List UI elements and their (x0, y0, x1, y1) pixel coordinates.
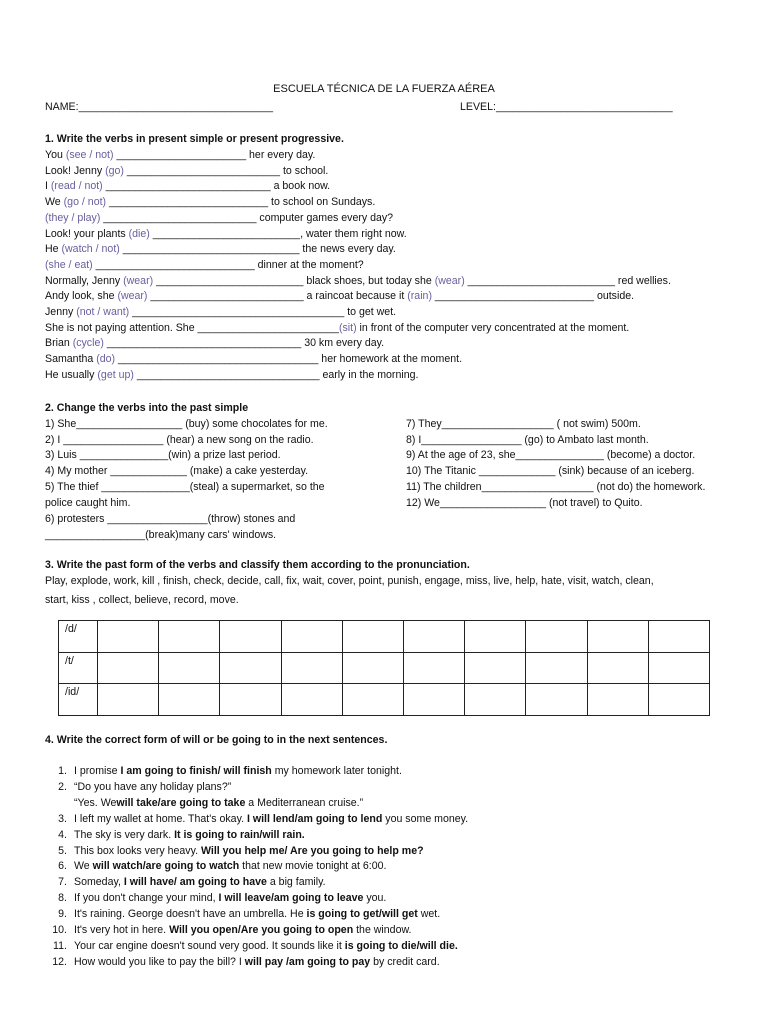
past-simple-item[interactable]: 10) The Titanic _____________ (sink) because of an iceberg. (406, 465, 695, 477)
section1-title: 1. Write the verbs in present simple or present progressive. (45, 133, 344, 145)
answer-cell[interactable] (220, 684, 281, 716)
answer-cell[interactable] (281, 621, 342, 653)
answer-option[interactable]: will pay /am going to pay (244, 955, 371, 968)
answer-cell[interactable] (648, 652, 709, 684)
sentence-item (45, 859, 386, 873)
item-number: 8. (58, 892, 67, 905)
exercise-line (45, 321, 629, 335)
answer-cell[interactable] (281, 652, 342, 684)
name-line (45, 100, 273, 114)
sentence-item (45, 812, 468, 826)
answer-cell[interactable] (465, 621, 526, 653)
answer-cell[interactable] (587, 652, 648, 684)
answer-option[interactable]: I will have/ am going to have (123, 876, 267, 889)
answer-cell[interactable] (281, 684, 342, 716)
sentence-text: by credit card. (370, 955, 440, 968)
sentence-text[interactable]: He (45, 243, 62, 256)
exercise-line (45, 242, 396, 256)
sentence-text: Your car engine doesn't sound very good. It sounds like it (74, 939, 345, 952)
answer-cell[interactable] (403, 684, 464, 716)
answer-option[interactable]: It is going to rain/will rain. (174, 828, 305, 841)
past-simple-item[interactable]: 6) protesters _________________(throw) stones and (45, 513, 296, 525)
sentence-text[interactable]: in front of the computer very concentrated at the moment. (356, 321, 630, 334)
sentence-text[interactable]: __________________________ to school. (123, 164, 329, 177)
answer-option[interactable]: I will lend/am going to lend (246, 812, 383, 825)
answer-cell[interactable] (159, 684, 220, 716)
verb-hint: (die) (128, 227, 150, 240)
past-simple-item[interactable]: 2) I _________________ (hear) a new song on the radio. (45, 434, 314, 446)
answer-cell[interactable] (403, 652, 464, 684)
answer-cell[interactable] (98, 652, 159, 684)
answer-cell[interactable] (98, 684, 159, 716)
verb-hint: (sit) (338, 321, 357, 334)
item-number: 11. (53, 939, 67, 952)
sentence-text: It's very hot in here. (74, 924, 170, 936)
answer-cell[interactable] (98, 621, 159, 653)
answer-cell[interactable] (342, 652, 403, 684)
answer-option[interactable]: will watch/are going to watch (92, 860, 240, 873)
sound-label: /d/ (59, 621, 98, 653)
sentence-text: How would you like to pay the bill? I (74, 955, 245, 968)
sentence-item (45, 875, 326, 889)
answer-option[interactable]: I will leave/am going to leave (218, 892, 364, 905)
answer-cell[interactable] (587, 684, 648, 716)
exercise-line (45, 289, 634, 303)
verb-hint: (get up) (97, 368, 134, 381)
verb-hint: (do) (96, 353, 116, 366)
past-simple-item[interactable]: 11) The children___________________ (not do) the homework. (406, 481, 706, 493)
answer-cell[interactable] (526, 684, 587, 716)
sentence-text: “Yes. We (74, 796, 117, 809)
verb-hint: (read / not) (50, 180, 103, 193)
past-simple-item[interactable]: 12) We__________________ (not travel) to Quito. (406, 497, 643, 509)
sentence-text: We (74, 860, 93, 873)
item-number: 7. (58, 876, 67, 889)
verb-hint: (they / play) (45, 211, 101, 224)
level-line (460, 100, 673, 114)
sentence-text[interactable]: You (45, 149, 66, 161)
verb-list-line2: start, kiss , collect, believe, record, move. (45, 594, 239, 606)
sentence-text[interactable]: _________________________ black shoes, but today she (153, 274, 435, 287)
sentence-text[interactable]: She is not paying attention. She ________________________ (45, 321, 339, 334)
sentence-text: wet. (417, 908, 441, 921)
section3-title: 3. Write the past form of the verbs and classify them according to the pronunciation. (45, 559, 470, 571)
exercise-line (45, 352, 462, 366)
past-simple-item[interactable]: police caught him. (45, 497, 131, 509)
sentence-item (45, 796, 363, 810)
past-simple-item[interactable]: 9) At the age of 23, she_______________ (become) a doctor. (406, 449, 696, 461)
sentence-text[interactable]: I (45, 180, 51, 193)
sentence-text: Someday, (74, 876, 124, 889)
verb-list-line1: Play, explode, work, kill , finish, check, decide, call, fix, wait, cover, point, punish, engage, miss, live, help, hate, visit, watch, clean, (45, 575, 654, 587)
sentence-text: a Mediterranean cruise.” (245, 796, 364, 809)
sound-label: /id/ (59, 684, 98, 716)
sentence-text[interactable]: ____________________________________ to get wet. (129, 306, 397, 318)
sentence-text[interactable]: We (45, 196, 64, 209)
item-number: 12. (52, 955, 67, 968)
past-simple-item[interactable]: 1) She__________________ (buy) some chocolates for me. (45, 418, 328, 430)
answer-option[interactable]: will take/are going to take (116, 796, 246, 809)
past-simple-item[interactable]: 7) They___________________ ( not swim) 500m. (406, 418, 641, 430)
verb-hint: (wear) (117, 290, 148, 303)
sentence-text: you some money. (382, 812, 469, 825)
exercise-line (45, 305, 396, 319)
exercise-line (45, 227, 407, 241)
sentence-text[interactable]: __________________________ a raincoat because it (147, 290, 408, 303)
answer-cell[interactable] (587, 621, 648, 653)
answer-cell[interactable] (220, 652, 281, 684)
sentence-text: It's raining. George doesn't have an umbrella. He (74, 908, 307, 921)
exercise-line (45, 211, 393, 225)
exercise-line (45, 368, 418, 382)
sentence-text: “Do you have any holiday plans?” (74, 780, 232, 793)
sentence-item (45, 923, 411, 937)
sentence-text[interactable]: He usually (45, 368, 98, 381)
answer-option[interactable]: Will you help me/ Are you going to help me? (200, 844, 424, 857)
verb-hint: (she / eat) (45, 258, 93, 271)
sentence-text[interactable]: ______________________ her every day. (113, 149, 316, 161)
item-number: 1. (58, 765, 67, 777)
sentence-text[interactable]: __________________________ computer games every day? (100, 211, 394, 224)
sentence-text: my homework later tonight. (271, 765, 402, 777)
past-simple-item[interactable]: _________________(break)many cars' windows. (45, 529, 277, 541)
verb-hint: (rain) (407, 290, 432, 303)
section4-title: 4. Write the correct form of will or be going to in the next sentences. (45, 734, 388, 746)
answer-cell[interactable] (159, 621, 220, 653)
item-number: 9. (58, 908, 67, 921)
sentence-text[interactable]: ___________________________ dinner at the moment? (92, 258, 364, 271)
answer-option[interactable]: Will you open/Are you going to open (169, 924, 354, 936)
exercise-line (45, 336, 384, 350)
sentence-text[interactable]: ___________________________ outside. (431, 290, 635, 303)
past-simple-item[interactable]: 5) The thief _______________(steal) a supermarket, so the (45, 481, 325, 493)
name-blank[interactable]: _________________________________ (78, 101, 273, 113)
pronunciation-table (58, 620, 710, 716)
answer-cell[interactable] (342, 621, 403, 653)
sentence-text[interactable]: Andy look, she (45, 290, 118, 303)
answer-option[interactable]: is going to die/will die. (344, 939, 458, 952)
sentence-text[interactable]: Jenny (45, 306, 77, 318)
level-blank[interactable]: ______________________________ (495, 101, 673, 113)
verb-hint: (go / not) (63, 196, 107, 209)
answer-cell[interactable] (220, 621, 281, 653)
school-title: ESCUELA TÉCNICA DE LA FUERZA AÉREA (273, 83, 495, 95)
sentence-text: that new movie tonight at 6:00. (239, 860, 387, 873)
answer-cell[interactable] (648, 684, 709, 716)
answer-cell[interactable] (465, 684, 526, 716)
exercise-line (45, 164, 328, 178)
answer-cell[interactable] (465, 652, 526, 684)
sentence-item (45, 780, 231, 794)
level-label: LEVEL: (460, 101, 496, 113)
sentence-text: I promise (74, 765, 121, 777)
verb-hint: (wear) (434, 274, 465, 287)
verb-hint: (watch / not) (61, 243, 120, 256)
name-label: NAME: (45, 101, 79, 113)
exercise-line (45, 258, 364, 272)
sentence-text[interactable]: _______________________________ early in the morning. (133, 368, 419, 381)
sentence-item (45, 891, 386, 905)
sentence-text[interactable]: ______________________________ the news every day. (119, 243, 396, 256)
answer-cell[interactable] (648, 621, 709, 653)
sentence-item (45, 764, 402, 778)
sentence-item (45, 907, 440, 921)
table-row (59, 652, 710, 684)
verb-hint: (not / want) (76, 306, 130, 318)
sentence-text[interactable]: __________________________________ her homework at the moment. (115, 353, 463, 366)
sound-label: /t/ (59, 652, 98, 684)
item-number: 10. (52, 924, 67, 936)
sentence-text: a big family. (266, 876, 326, 889)
table-row (59, 621, 710, 653)
past-simple-item[interactable]: 3) Luis _______________(win) a prize last period. (45, 449, 281, 461)
answer-cell[interactable] (342, 684, 403, 716)
sentence-text: you. (363, 892, 387, 905)
sentence-text: the window. (353, 924, 412, 936)
past-simple-item[interactable]: 4) My mother _____________ (make) a cake yesterday. (45, 465, 309, 477)
sentence-item (45, 955, 440, 969)
answer-option[interactable]: is going to get/will get (306, 908, 418, 921)
exercise-line (45, 148, 315, 162)
exercise-line (45, 179, 330, 193)
answer-cell[interactable] (526, 621, 587, 653)
table-row (59, 684, 710, 716)
sentence-text[interactable]: Samantha (45, 353, 97, 366)
sentence-text[interactable]: Look! your plants (45, 227, 129, 240)
sentence-text[interactable]: Look! Jenny (45, 164, 106, 177)
sentence-text[interactable]: _________________________, water them right now. (149, 227, 407, 240)
item-number: 4. (58, 828, 67, 841)
sentence-text[interactable]: Normally, Jenny (45, 274, 124, 287)
answer-cell[interactable] (159, 652, 220, 684)
sentence-text[interactable]: ___________________________ to school on Sundays. (106, 196, 376, 209)
sentence-text: This box looks very heavy. (74, 844, 201, 857)
verb-hint: (go) (105, 164, 124, 177)
sentence-text[interactable]: _________________________ red wellies. (464, 274, 671, 287)
sentence-text: The sky is very dark. (74, 828, 175, 841)
item-number: 3. (58, 812, 67, 825)
verb-hint: (wear) (123, 274, 154, 287)
sentence-item (45, 939, 458, 953)
sentence-text: I left my wallet at home. That's okay. (74, 812, 247, 825)
verb-hint: (see / not) (65, 149, 114, 161)
sentence-item (45, 844, 424, 858)
sentence-text[interactable]: ____________________________ a book now. (102, 180, 331, 193)
answer-cell[interactable] (403, 621, 464, 653)
verb-hint: (cycle) (72, 337, 104, 350)
sentence-text[interactable]: _________________________________ 30 km every day. (103, 337, 385, 350)
section2-title: 2. Change the verbs into the past simple (45, 402, 249, 414)
sentence-text[interactable]: Brian (45, 337, 73, 350)
item-number: 5. (58, 844, 67, 857)
sentence-text: If you don't change your mind, (74, 892, 219, 905)
answer-option[interactable]: I am going to finish/ will finish (120, 765, 272, 777)
item-number: 6. (58, 860, 67, 873)
exercise-line (45, 195, 375, 209)
past-simple-item[interactable]: 8) I_________________ (go) to Ambato last month. (406, 434, 649, 446)
item-number: 2. (58, 780, 67, 793)
answer-cell[interactable] (526, 652, 587, 684)
exercise-line (45, 274, 671, 288)
sentence-item (45, 828, 305, 842)
